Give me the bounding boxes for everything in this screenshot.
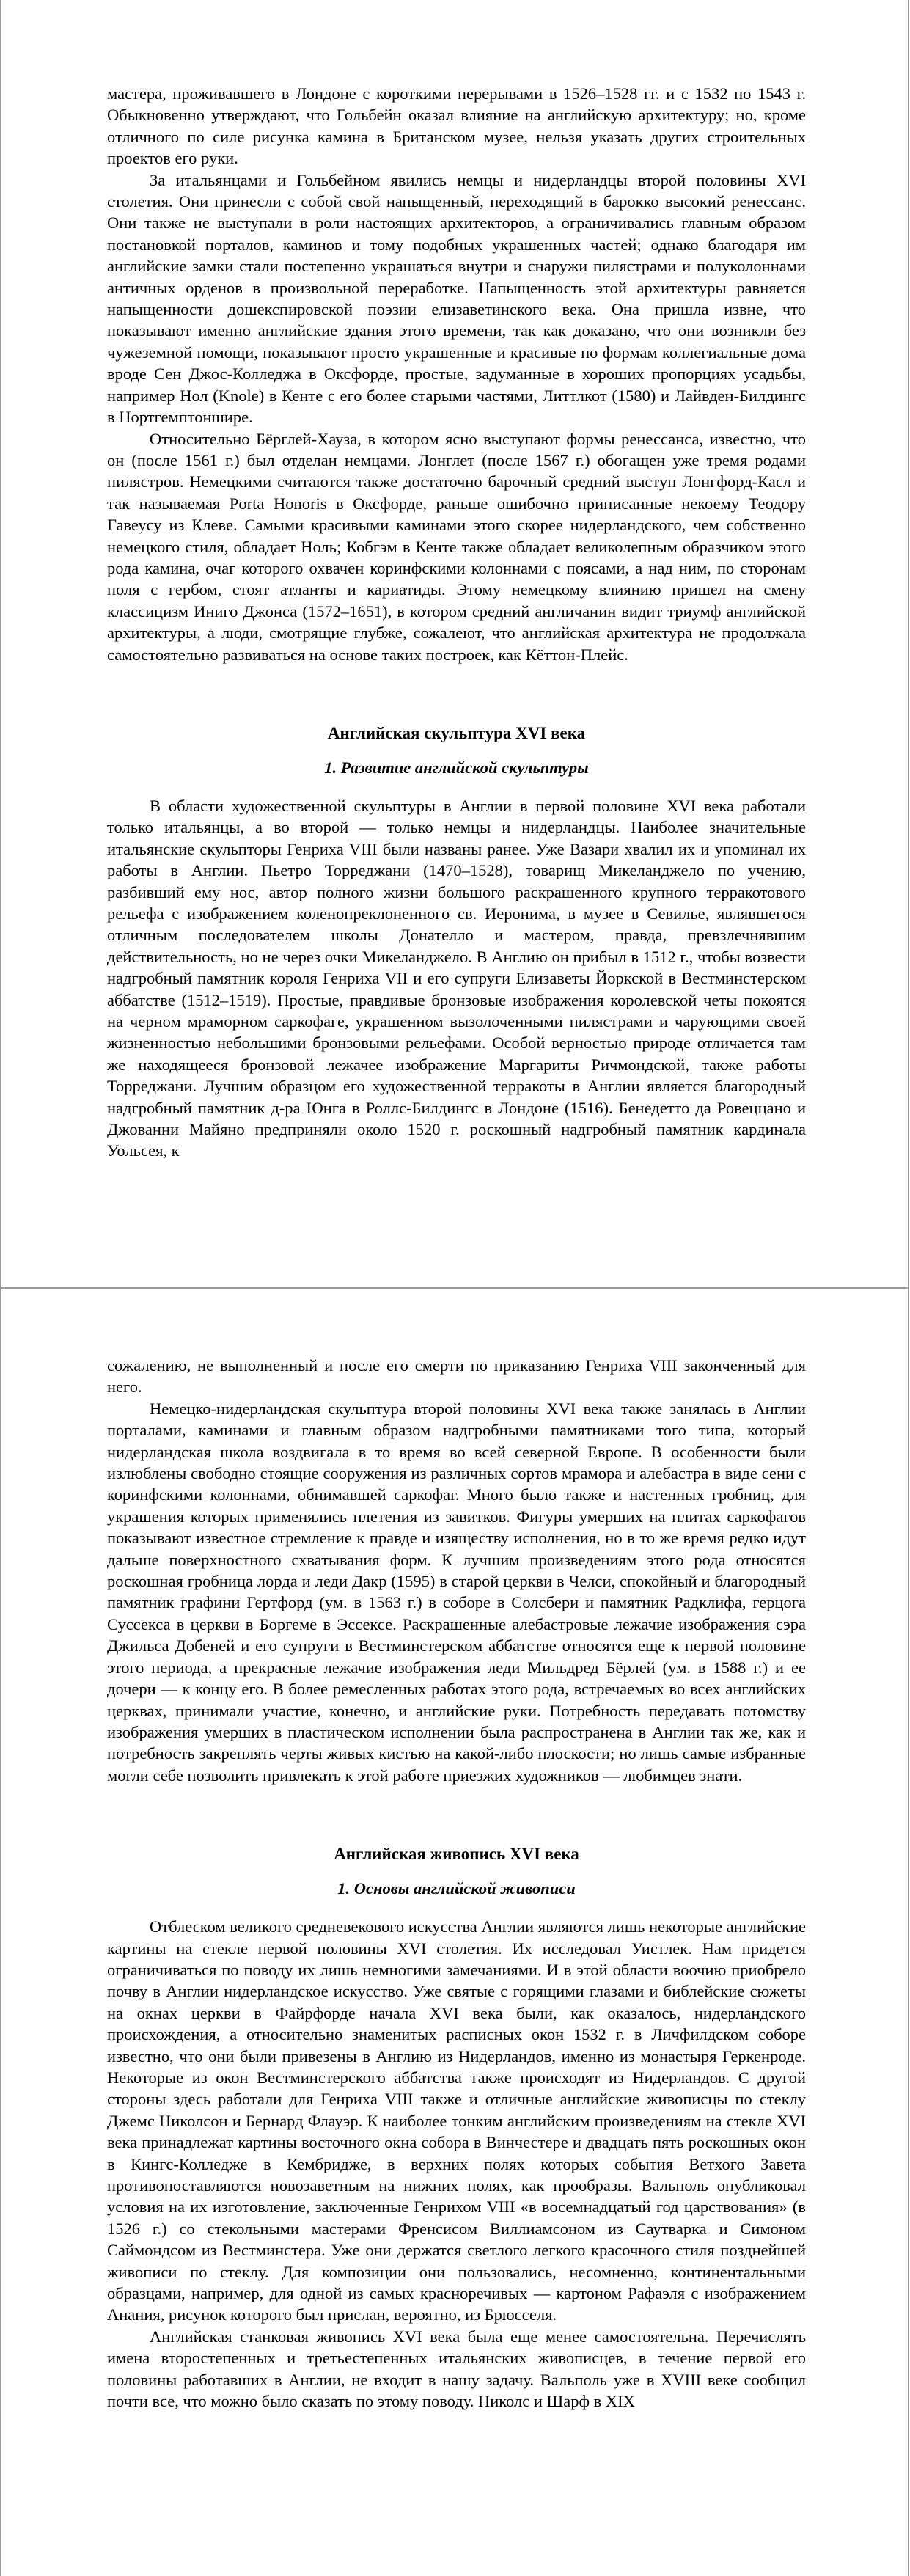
subsection-heading: 1. Основы английской живописи xyxy=(337,1879,576,1898)
paragraph: Отблеском великого средневекового искусства Англии являются лишь некоторые английские картины на стекле первой половины XVI столетия. Их исследовал Уистлек. Нам придется ограничиваться по поводу их лишь немногими замечаниями. И в этой области воочию приобрело почву в Англии нидерландское искусство. Уже святые с горящими глазами и библейские сюжеты на окнах церкви в Файрфорде начала XVI века были, как оказалось, нидерландского происхождения, а относительно знаменитых расписных окон 1532 г. в Личфилдском соборе известно, что они были привезены в Англию из Нидерландов, именно из монастыря Геркенроде. Некоторые из окон Вестминстерского аббатства также происходят из Нидерландов. С другой стороны здесь работали для Генриха VIII также и отличные английские живописцы по стеклу Джемс Николсон и Бернард Флауэр. К наиболее тонким английским произведениям на стекле XVI века принадлежат картины восточного окна собора в Винчестере и двадцать пять роскошных окон в Кингс-Колледже в Кембридже, в верхних полях которых события Ветхого Завета противопоставляются новозаветным на нижних полях, как прообразы. Вальполь опубликовал условия на их изготовление, заключенные Генрихом VIII «в восемнадцатый год царствования» (в 1526 г.) со стекольными мастерами Френсисом Виллиамсоном из Саутварка и Симоном Саймондсом из Вестминстера. Уже они держатся светлого легкого красочного стиля позднейшей живописи по стеклу. Для композиции они пользовались, несомненно, континентальными образцами, например, для одной из самых красноречивых — картоном Рафаэля с изображением Анания, рисунок которого был прислан, вероятно, из Брюсселя. xyxy=(107,1917,806,2324)
section-heading: Английская скульптура XVI века xyxy=(327,723,586,742)
paragraph: Немецко-нидерландская скульптура второй половины XVI века также занялась в Англии порталами, каминами и главным образом надгробными памятниками того типа, который нидерландская школа воздвигала в то время во всей северной Европе. В особенности были излюблены свободно стоящие сооружения из различных сортов мрамора и алебастра в виде сени с коринфскими колоннами, обнимавшей саркофаг. Много было также и настенных гробниц, для украшения которых применялись плетения из завитков. Фигуры умерших на плитах саркофагов показывают известное стремление к правде и изяществу исполнения, но в то же время редко идут дальше поверхностного схватывания форм. К лучшим произведениям этого рода относятся роскошная гробница лорда и леди Дакр (1595) в старой церкви в Челси, спокойный и благородный памятник графини Гертфорд (ум. в 1563 г.) в соборе в Солсбери и памятник Радклифа, герцога Суссекса в церкви в Боргеме в Эссексе. Раскрашенные алебастровые лежачие изображения сэра Джильса Добеней и его супруги в Вестминстерском аббатстве относятся еще к первой половине этого периода, а прекрасные лежачие изображения леди Мильдред Бёрлей (ум. в 1588 г.) и ее дочери — к концу его. В более ремесленных работах этого рода, встречаемых во всех английских церквах, принимали участие, конечно, и английские руки. Потребность передавать потомству изображения умерших в пластическом исполнении была распространена в Англии так же, как и потребность закреплять черты живых кистью на какой-либо плоскости; но лишь самые избранные могли себе позволить привлекать к этой работе приезжих художников — любимцев знати. xyxy=(107,1399,806,1785)
page-2-text xyxy=(107,1355,806,2412)
page-1 xyxy=(0,0,909,1288)
paragraph: За итальянцами и Гольбейном явились немцы и нидерландцы второй половины XVI столетия. Они принесли с собой свой напыщенный, переходящий в барокко высокий ренессанс. Они также не выступали в роли настоящих архитекторов, а ограничивались главным образом постановкой порталов, каминов и тому подобных украшенных частей; однако благодаря им английские замки стали постепенно украшаться внутри и снаружи пилястрами и полуколоннами античных орденов в произвольной переработке. Напыщенность этой архитектуры равняется напыщенности дошекспировской поэзии елизаветинского века. Она пришла извне, что показывают именно английские здания этого времени, так как доказано, что они возникли без чужеземной помощи, показывают просто украшенные и красивые по формам коллегиальные дома вроде Сен Джос-Колледжа в Оксфорде, простые, задуманные в хороших пропорциях усадьбы, например Нол (Knole) в Кенте с его более старыми частями, Литтлкот (1580) и Лайвден-Билдингс в Нортгемптоншире. xyxy=(107,170,806,427)
page-2 xyxy=(0,1288,909,2576)
paragraph: Относительно Бёрглей-Хауза, в котором ясно выступают формы ренессанса, известно, что он (после 1561 г.) был отделан немцами. Лонглет (после 1567 г.) обогащен уже тремя родами пилястров. Немецкими считаются также достаточно барочный средний выступ Лонгфорд-Касл и так называемая Porta Honoris в Оксфорде, раньше ошибочно приписанные некоему Теодору Гавеусу из Клеве. Самыми красивыми каминами этого скорее нидерландского, чем собственно немецкого стиля, обладает Ноль; Кобгэм в Кенте также обладает великолепным образчиком этого рода камина, очаг которого охвачен коринфскими колоннами с поясами, а над ним, по сторонам поля с гербом, стоят атланты и кариатиды. Этому немецкому влиянию пришел на смену классицизм Иниго Джонса (1572–1651), в котором средний англичанин видит триумф английской архитектуры, а люди, смотрящие глубже, сожалеют, что английская архитектура не продолжала самостоятельно развиваться на основе таких построек, как Кёттон-Плейс. xyxy=(107,429,806,664)
paragraph: мастера, проживавшего в Лондоне с короткими перерывами в 1526–1528 гг. и с 1532 по 1543 г. Обыкновенно утверждают, что Гольбейн оказал влияние на английскую архитектуру; но, кроме отличного по силе рисунка камина в Британском музее, нельзя указать других строительных проектов его руки. xyxy=(107,84,806,168)
paragraph: сожалению, не выполненный и после его смерти по приказанию Генриха VIII законченный для него. xyxy=(107,1356,806,1397)
paragraph: Английская станковая живопись XVI века была еще менее самостоятельна. Перечислять имена второстепенных и третьестепенных итальянских живописцев, в течение первой его половины работавших в Англии, не входит в нашу задачу. Вальполь уже в XVIII веке сообщил почти все, что можно было сказать по этому поводу. Николс и Шарф в XIX xyxy=(107,2327,806,2411)
paragraph: В области художественной скульптуры в Англии в первой половине XVI века работали только итальянцы, а во второй — только немцы и нидерландцы. Наиболее значительные итальянские скульпторы Генриха VIII были названы ранее. Уже Вазари хвалил их и упоминал их работы в Англии. Пьетро Торреджани (1470–1528), товарищ Микеланджело по учению, разбивший ему нос, автор полного жизни большого раскрашенного крупного терракотового рельефа с изображением коленопреклоненного св. Иеронима, в музее в Севилье, являвшегося отличным последователем школы Донателло и мастером, правда, превзлечнявшим действительность, но не через очки Микеланджело. В Англию он прибыл в 1512 г., чтобы возвести надгробный памятник короля Генриха VII и его супруги Елизаветы Йоркской в Вестминстерском аббатстве (1512–1519). Простые, правдивые бронзовые изображения королевской четы покоятся на черном мраморном саркофаге, украшенном вызолоченными пилястрами и чарующими своей жизненностью небольшими бронзовыми рельефами. Особой верностью природе отличается там же находящееся бронзовой лежачее изображение Маргариты Ричмондской, также работы Торреджани. Лучшим образцом его художественной терракоты в Англии является благородный надгробный памятник д-ра Юнга в Роллс-Билдингс в Лондоне (1516). Бенедетто да Ровеццано и Джованни Майяно предприняли около 1520 г. роскошный надгробный памятник кардинала Уольсея, к xyxy=(107,796,806,1160)
subsection-heading: 1. Развитие английской скульптуры xyxy=(324,758,589,777)
section-heading: Английская живопись XVI века xyxy=(334,1845,579,1864)
page-1-text xyxy=(107,83,806,1162)
